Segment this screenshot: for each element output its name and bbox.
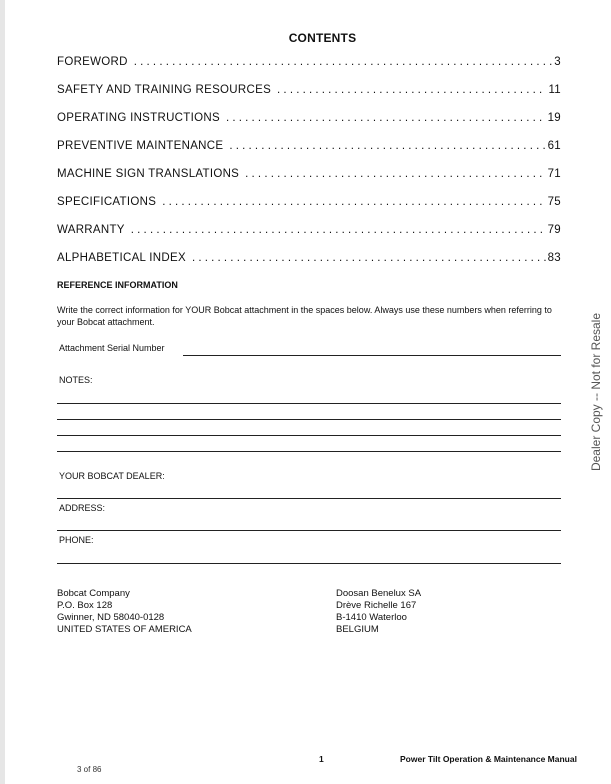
- toc-entry-sign-translations[interactable]: [57, 168, 561, 196]
- toc-entry-index[interactable]: [57, 252, 561, 280]
- toc-dot-leader: [245, 168, 545, 180]
- toc-entry-page: 3: [554, 56, 561, 68]
- notes-line[interactable]: [57, 403, 561, 404]
- toc-entry-label: PREVENTIVE MAINTENANCE: [57, 140, 224, 152]
- toc-entry-safety[interactable]: [57, 84, 561, 112]
- toc-entry-page: 19: [547, 112, 561, 124]
- toc-entry-page: 83: [547, 252, 561, 264]
- toc-dot-leader: [192, 252, 546, 264]
- address-line-text: Bobcat Company: [57, 588, 130, 599]
- address-line-text: UNITED STATES OF AMERICA: [57, 624, 192, 635]
- doosan-benelux-address: [336, 588, 421, 636]
- notes-line[interactable]: [57, 451, 561, 452]
- toc-entry-label: MACHINE SIGN TRANSLATIONS: [57, 168, 240, 180]
- pdf-page-indicator: 3 of 86: [77, 765, 102, 774]
- toc-dot-leader: [277, 84, 546, 96]
- address-line-text: P.O. Box 128: [57, 600, 113, 611]
- toc-entry-page: 11: [548, 84, 561, 96]
- address-line[interactable]: [57, 530, 561, 531]
- toc-entry-operating[interactable]: [57, 112, 561, 140]
- dealer-label: YOUR BOBCAT DEALER:: [59, 471, 165, 481]
- toc-dot-leader: [226, 112, 546, 124]
- toc-dot-leader: [134, 56, 553, 68]
- toc-entry-label: SAFETY AND TRAINING RESOURCES: [57, 84, 272, 96]
- serial-number-line[interactable]: [183, 355, 561, 356]
- toc-entry-page: 79: [547, 224, 561, 236]
- bobcat-company-address: [57, 588, 192, 636]
- toc-dot-leader: [131, 224, 546, 236]
- page-edge-strip: [0, 0, 5, 784]
- table-of-contents: [57, 56, 561, 280]
- toc-entry-label: SPECIFICATIONS: [57, 196, 157, 208]
- notes-label: NOTES:: [59, 375, 93, 385]
- address-line-text: Doosan Benelux SA: [336, 588, 422, 599]
- contents-title: CONTENTS: [288, 31, 357, 45]
- dealer-line[interactable]: [57, 498, 561, 499]
- toc-entry-maintenance[interactable]: [57, 140, 561, 168]
- notes-line[interactable]: [57, 435, 561, 436]
- toc-entry-label: FOREWORD: [57, 56, 128, 68]
- toc-dot-leader: [162, 196, 545, 208]
- reference-heading: REFERENCE INFORMATION: [57, 280, 178, 290]
- page-number: 1: [319, 754, 324, 764]
- notes-line[interactable]: [57, 419, 561, 420]
- toc-entry-label: ALPHABETICAL INDEX: [57, 252, 186, 264]
- address-line-text: Gwinner, ND 58040-0128: [57, 612, 165, 623]
- toc-entry-specifications[interactable]: [57, 196, 561, 224]
- address-line-text: Drève Richelle 167: [336, 600, 417, 611]
- toc-entry-page: 71: [547, 168, 561, 180]
- toc-entry-warranty[interactable]: [57, 224, 561, 252]
- toc-entry-label: OPERATING INSTRUCTIONS: [57, 112, 220, 124]
- phone-label: PHONE:: [59, 535, 94, 545]
- toc-entry-page: 61: [547, 140, 561, 152]
- address-line-text: B-1410 Waterloo: [336, 612, 407, 623]
- serial-number-label: Attachment Serial Number: [59, 343, 165, 353]
- manual-title: Power Tilt Operation & Maintenance Manual: [400, 754, 577, 764]
- toc-entry-foreword[interactable]: [57, 56, 561, 84]
- dealer-copy-watermark: Dealer Copy -- Not for Resale: [589, 312, 603, 472]
- reference-instructions: Write the correct information for YOUR Bobcat attachment in the spaces below. Always use these numbers when referring to your Bobcat attachment.: [57, 305, 552, 327]
- toc-entry-label: WARRANTY: [57, 224, 125, 236]
- toc-entry-page: 75: [547, 196, 561, 208]
- address-label: ADDRESS:: [59, 503, 106, 513]
- phone-line[interactable]: [57, 563, 561, 564]
- address-line-text: BELGIUM: [336, 624, 379, 635]
- toc-dot-leader: [229, 140, 545, 152]
